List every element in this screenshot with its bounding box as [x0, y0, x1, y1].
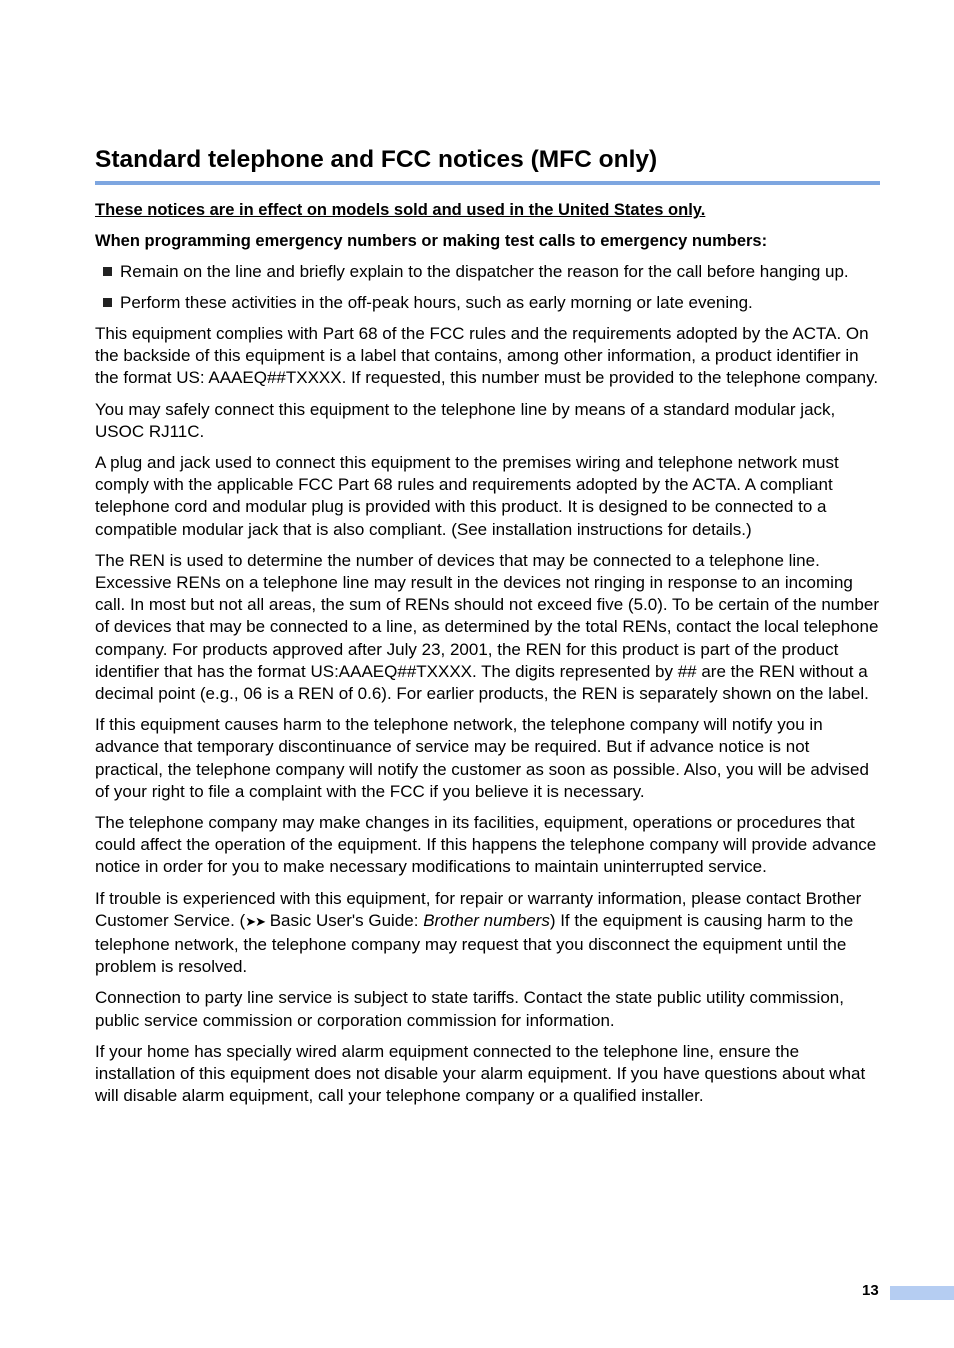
- paragraph-network-harm: If this equipment causes harm to the telephone network, the telephone company will notify you in advance that temporary discontinuance of service may be required. But if advance notice is not practical, the telephone company will notify the customer as soon as possible. Also, you will be advised of your right to file a complaint with the FCC if you believe it is necessary.: [95, 715, 869, 801]
- square-bullet-icon: [103, 267, 112, 276]
- paragraph-facility-changes: The telephone company may make changes in its facilities, equipment, operations or procedures that could affect the operation of the equipment. If this happens the telephone company will provide advance notice in order for you to make necessary modifications to maintain uninterrupted service.: [95, 813, 877, 877]
- square-bullet-icon: [103, 298, 112, 307]
- double-arrow-icon: ➤➤: [245, 914, 265, 930]
- trouble-text-before: If trouble is experienced with this equipment, for repair or warranty information, please contact Brother Customer Service. (: [95, 888, 862, 930]
- guide-section-link: Brother numbers: [423, 910, 550, 930]
- us-only-notice: These notices are in effect on models sold and used in the United States only.: [95, 201, 706, 219]
- guide-reference: Basic User's Guide:: [265, 910, 424, 930]
- paragraph-modular-jack: You may safely connect this equipment to the telephone line by means of a standard modular jack, USOC RJ11C.: [95, 399, 836, 441]
- paragraph-trouble: [95, 888, 880, 979]
- page-content: [95, 143, 880, 1117]
- bullet-text: Perform these activities in the off-peak hours, such as early morning or late evening.: [120, 293, 753, 312]
- paragraph-party-line: Connection to party line service is subject to state tariffs. Contact the state public utility commission, public service commission or corporation commission for information.: [95, 988, 844, 1030]
- paragraph-alarm-equipment: If your home has specially wired alarm equipment connected to the telephone line, ensure the installation of this equipment does not disable your alarm equipment. If you have questions about what will disable alarm equipment, call your telephone company or a qualified installer.: [95, 1041, 866, 1106]
- emergency-bullet-list: [95, 261, 880, 314]
- trouble-text-after: ) If the equipment is causing harm to the telephone network, the telephone company may request that you disconnect the equipment until the problem is resolved.: [95, 910, 854, 977]
- bullet-item: [95, 292, 880, 314]
- page-number: 13: [862, 1282, 879, 1299]
- paragraph-ren: The REN is used to determine the number of devices that may be connected to a telephone line. Excessive RENs on a telephone line may result in the devices not ringing in response to an incoming call. In most but not all areas, the sum of RENs should not exceed five (5.0). To be certain of the number of devices that may be connected to a line, as determined by the total RENs, contact the local telephone company. For products approved after July 23, 2001, the REN for this product is part of the product identifier that has the format US:AAAEQ##TXXXX. The digits represented by ## are the REN without a decimal point (e.g., 06 is a REN of 0.6). For earlier products, the REN is separately shown on the label.: [95, 550, 879, 704]
- emergency-notice: When programming emergency numbers or making test calls to emergency numbers:: [95, 232, 768, 250]
- footer-tab-bar: [890, 1286, 954, 1300]
- paragraph-fcc-part68: This equipment complies with Part 68 of the FCC rules and the requirements adopted by the ACTA. On the backside of this equipment is a label that contains, among other information, a product identifier in the format US: AAAEQ##TXXXX. If requested, this number must be provided to the telephone company.: [95, 324, 879, 388]
- bullet-item: [95, 261, 880, 283]
- bullet-text: Remain on the line and briefly explain to the dispatcher the reason for the call before hanging up.: [120, 262, 849, 281]
- page-title: Standard telephone and FCC notices (MFC only): [95, 143, 880, 185]
- paragraph-plug-and-jack: A plug and jack used to connect this equipment to the premises wiring and telephone network must comply with the applicable FCC Part 68 rules and requirements adopted by the ACTA. A compliant telephone cord and modular plug is provided with this product. It is designed to be connected to a compatible modular jack that is also compliant. (See installation instructions for details.): [95, 453, 839, 539]
